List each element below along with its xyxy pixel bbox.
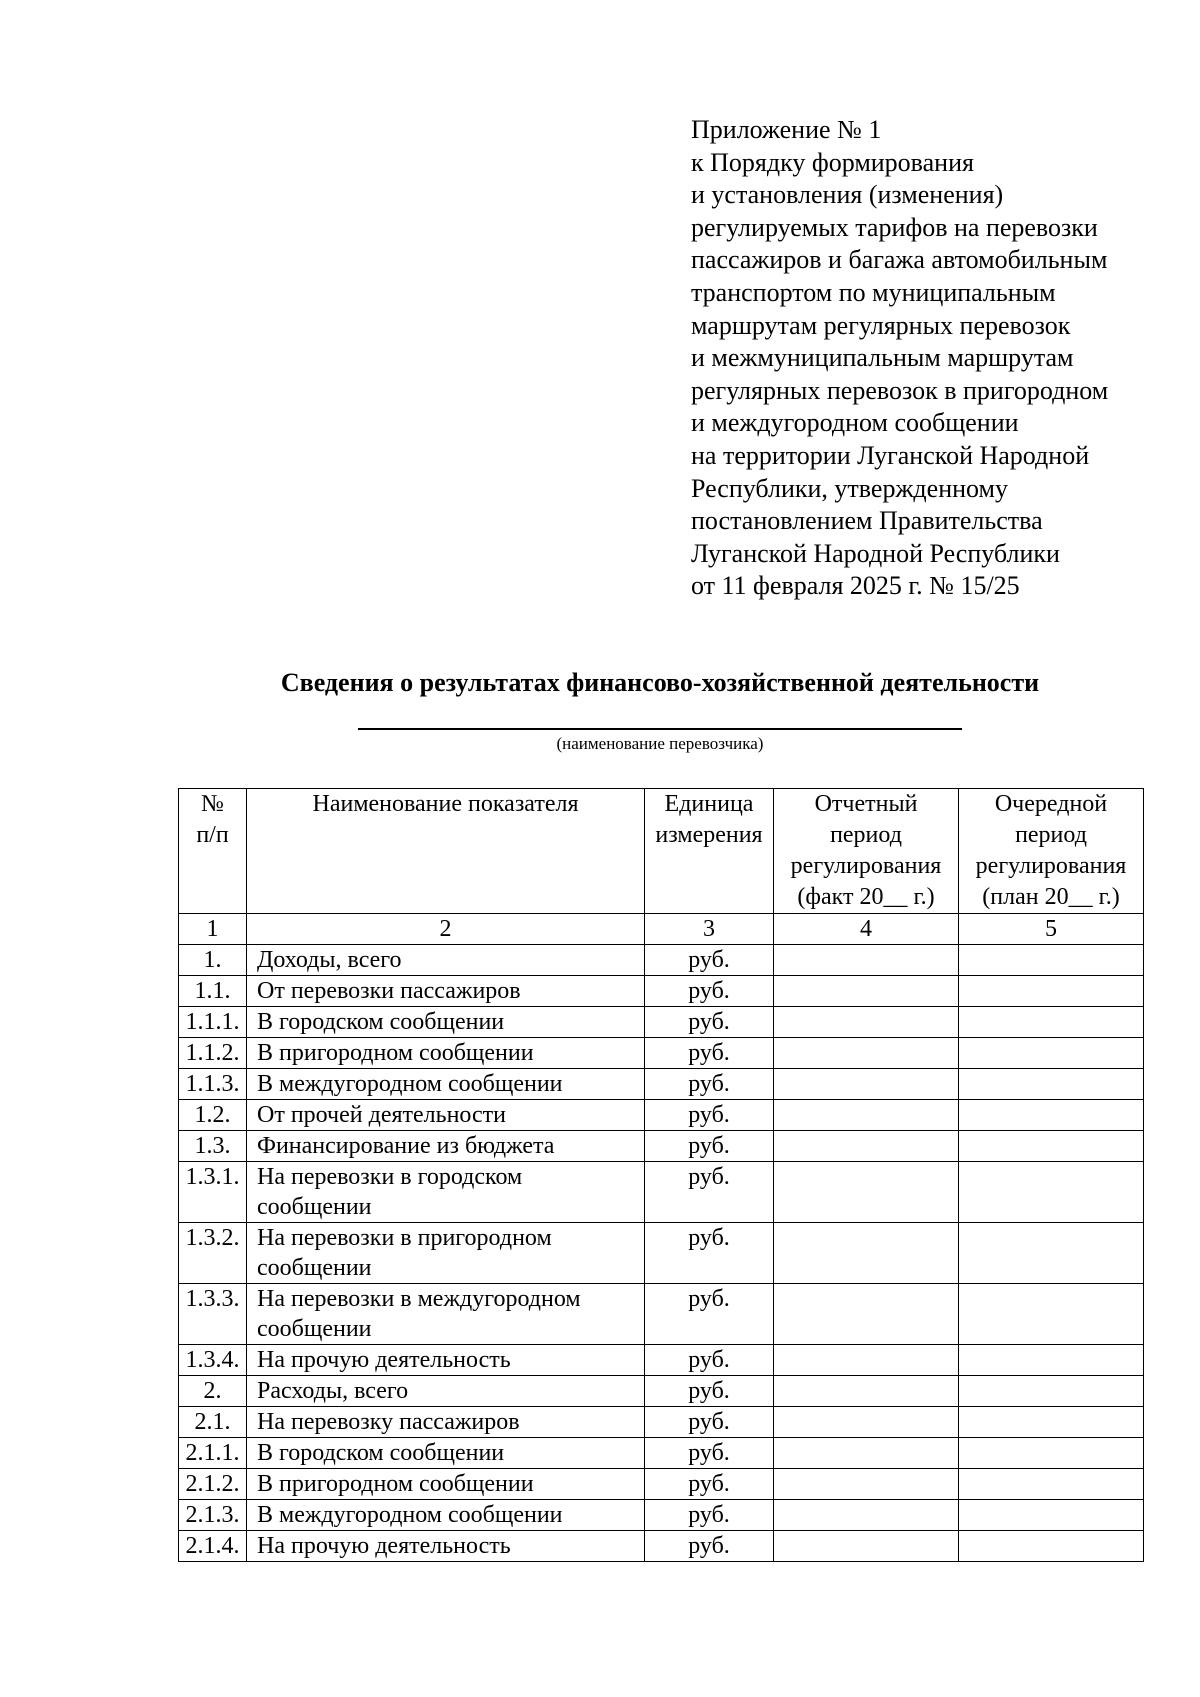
indicator-name [247,1407,645,1438]
header-unit [645,789,774,914]
header-reported-line: (факт 20__ г.) [797,884,935,910]
row-number: 2.1.2. [179,1469,247,1500]
header-num [179,789,247,914]
unit-cell: руб. [645,1038,774,1069]
indicator-name-line: Доходы, всего [257,947,402,973]
column-number: 3 [645,914,774,945]
table-row [179,1469,1144,1500]
indicator-name-line: Финансирование из бюджета [257,1133,555,1159]
header-reported-period [774,789,959,914]
indicator-name-line: сообщении [257,1255,372,1281]
unit-cell: руб. [645,1223,774,1284]
column-number: 4 [774,914,959,945]
planned-value-cell[interactable] [959,976,1144,1007]
unit-cell: руб. [645,945,774,976]
planned-value-cell[interactable] [959,1284,1144,1345]
indicator-name-line: На прочую деятельность [257,1533,511,1559]
indicator-name [247,1376,645,1407]
indicator-name [247,976,645,1007]
appendix-line: Луганской Народной Республики [691,538,1060,568]
reported-value-cell[interactable] [774,1223,959,1284]
column-number: 2 [247,914,645,945]
appendix-block [691,114,1171,603]
header-num-line: п/п [196,822,229,848]
indicator-name-line: На прочую деятельность [257,1347,511,1373]
row-number: 1.1.3. [179,1069,247,1100]
table-row [179,1376,1144,1407]
unit-cell: руб. [645,1469,774,1500]
appendix-line: маршрутам регулярных перевозок [691,310,1071,340]
unit-cell: руб. [645,1007,774,1038]
planned-value-cell[interactable] [959,1469,1144,1500]
appendix-line: к Порядку формирования [691,147,974,177]
header-name: Наименование показателя [247,789,645,914]
reported-value-cell[interactable] [774,1407,959,1438]
indicator-name [247,1131,645,1162]
table-row [179,945,1144,976]
indicator-name-line: Расходы, всего [257,1378,409,1404]
header-unit-line: Единица [664,791,754,817]
reported-value-cell[interactable] [774,1345,959,1376]
carrier-name-caption: (наименование перевозчика) [556,734,764,753]
header-num-line: № [201,791,224,817]
appendix-line: и междугородном сообщении [691,408,1019,438]
reported-value-cell[interactable] [774,1007,959,1038]
unit-cell: руб. [645,1531,774,1562]
row-number: 1.3. [179,1131,247,1162]
indicator-name-line: На перевозку пассажиров [257,1409,520,1435]
appendix-line: и межмуниципальным маршрутам [691,343,1074,373]
row-number: 2.1. [179,1407,247,1438]
planned-value-cell[interactable] [959,1100,1144,1131]
row-number: 1.3.3. [179,1284,247,1345]
header-next-line: период [1015,822,1087,848]
table-row [179,1038,1144,1069]
indicator-name [247,1100,645,1131]
indicator-name [247,1223,645,1284]
financial-results-table [178,788,1144,1562]
appendix-line: постановлением Правительства [691,506,1043,536]
table-row [179,1007,1144,1038]
planned-value-cell[interactable] [959,1376,1144,1407]
planned-value-cell[interactable] [959,945,1144,976]
row-number: 1.1. [179,976,247,1007]
reported-value-cell[interactable] [774,945,959,976]
header-next-period [959,789,1144,914]
header-next-line: (план 20__ г.) [982,884,1120,910]
indicator-name-line: В междугородном сообщении [257,1071,563,1097]
header-reported-line: регулирования [790,853,942,879]
planned-value-cell[interactable] [959,1500,1144,1531]
table-row [179,976,1144,1007]
row-number: 2.1.1. [179,1438,247,1469]
reported-value-cell[interactable] [774,1438,959,1469]
column-number: 1 [179,914,247,945]
header-next-line: Очередной [994,791,1108,817]
reported-value-cell[interactable] [774,1376,959,1407]
carrier-name-line [358,728,962,730]
row-number: 1.1.2. [179,1038,247,1069]
table-header-row [179,789,1144,914]
unit-cell: руб. [645,1069,774,1100]
indicator-name [247,1531,645,1562]
indicator-name [247,1438,645,1469]
appendix-line: Республики, утвержденному [691,473,1008,503]
column-number: 5 [959,914,1144,945]
row-number: 1.1.1. [179,1007,247,1038]
unit-cell: руб. [645,1100,774,1131]
indicator-name-line: В междугородном сообщении [257,1502,563,1528]
appendix-line: и установления (изменения) [691,180,1004,210]
appendix-line: пассажиров и багажа автомобильным [691,245,1108,275]
indicator-name [247,1162,645,1223]
header-reported-line: период [830,822,902,848]
header-unit-line: измерения [655,822,763,848]
unit-cell: руб. [645,1407,774,1438]
indicator-name-line: сообщении [257,1316,372,1342]
row-number: 2.1.3. [179,1500,247,1531]
indicator-name-line: От перевозки пассажиров [257,978,521,1004]
unit-cell: руб. [645,1162,774,1223]
unit-cell: руб. [645,1376,774,1407]
reported-value-cell[interactable] [774,1162,959,1223]
indicator-name-line: В городском сообщении [257,1009,505,1035]
indicator-name [247,1345,645,1376]
reported-value-cell[interactable] [774,1038,959,1069]
reported-value-cell[interactable] [774,1131,959,1162]
column-number-row [179,914,1144,945]
unit-cell: руб. [645,976,774,1007]
reported-value-cell[interactable] [774,1069,959,1100]
planned-value-cell[interactable] [959,1531,1144,1562]
row-number: 1.3.2. [179,1223,247,1284]
reported-value-cell[interactable] [774,1531,959,1562]
planned-value-cell[interactable] [959,1069,1144,1100]
indicator-name-line: В пригородном сообщении [257,1040,534,1066]
row-number: 2.1.4. [179,1531,247,1562]
indicator-name-line: В городском сообщении [257,1440,505,1466]
reported-value-cell[interactable] [774,1500,959,1531]
appendix-line: Приложение № 1 [691,115,882,144]
reported-value-cell[interactable] [774,976,959,1007]
reported-value-cell[interactable] [774,1100,959,1131]
table-row [179,1069,1144,1100]
indicator-name [247,1069,645,1100]
planned-value-cell[interactable] [959,1131,1144,1162]
planned-value-cell[interactable] [959,1438,1144,1469]
appendix-line: регулярных перевозок в пригородном [691,375,1109,405]
appendix-line: транспортом по муниципальным [691,277,1056,307]
appendix-line: регулируемых тарифов на перевозки [691,212,1098,242]
table-row [179,1162,1144,1223]
planned-value-cell[interactable] [959,1407,1144,1438]
indicator-name [247,1500,645,1531]
indicator-name [247,1469,645,1500]
planned-value-cell[interactable] [959,1223,1144,1284]
table-row [179,1284,1144,1345]
table-row [179,1100,1144,1131]
table-row [179,1407,1144,1438]
unit-cell: руб. [645,1438,774,1469]
planned-value-cell[interactable] [959,1345,1144,1376]
header-next-line: регулирования [975,853,1127,879]
document-title: Сведения о результатах финансово-хозяйственной деятельности [280,668,1040,697]
unit-cell: руб. [645,1345,774,1376]
row-number: 1.3.1. [179,1162,247,1223]
indicator-name [247,1038,645,1069]
table-row [179,1500,1144,1531]
indicator-name-line: В пригородном сообщении [257,1471,534,1497]
table-row [179,1531,1144,1562]
indicator-name [247,1284,645,1345]
appendix-line: на территории Луганской Народной [691,440,1090,470]
table-row [179,1223,1144,1284]
row-number: 2. [179,1376,247,1407]
planned-value-cell[interactable] [959,1162,1144,1223]
planned-value-cell[interactable] [959,1038,1144,1069]
unit-cell: руб. [645,1131,774,1162]
indicator-name-line: На перевозки в междугородном [257,1286,581,1312]
indicator-name-line: сообщении [257,1194,372,1220]
table-row [179,1131,1144,1162]
reported-value-cell[interactable] [774,1469,959,1500]
indicator-name [247,1007,645,1038]
header-reported-line: Отчетный [814,791,918,817]
indicator-name-line: От прочей деятельности [257,1102,506,1128]
planned-value-cell[interactable] [959,1007,1144,1038]
unit-cell: руб. [645,1284,774,1345]
appendix-line: от 11 февраля 2025 г. № 15/25 [691,571,1020,601]
row-number: 1. [179,945,247,976]
row-number: 1.3.4. [179,1345,247,1376]
indicator-name [247,945,645,976]
unit-cell: руб. [645,1500,774,1531]
table-row [179,1345,1144,1376]
table-row [179,1438,1144,1469]
indicator-name-line: На перевозки в пригородном [257,1225,552,1251]
reported-value-cell[interactable] [774,1284,959,1345]
indicator-name-line: На перевозки в городском [257,1164,523,1190]
row-number: 1.2. [179,1100,247,1131]
